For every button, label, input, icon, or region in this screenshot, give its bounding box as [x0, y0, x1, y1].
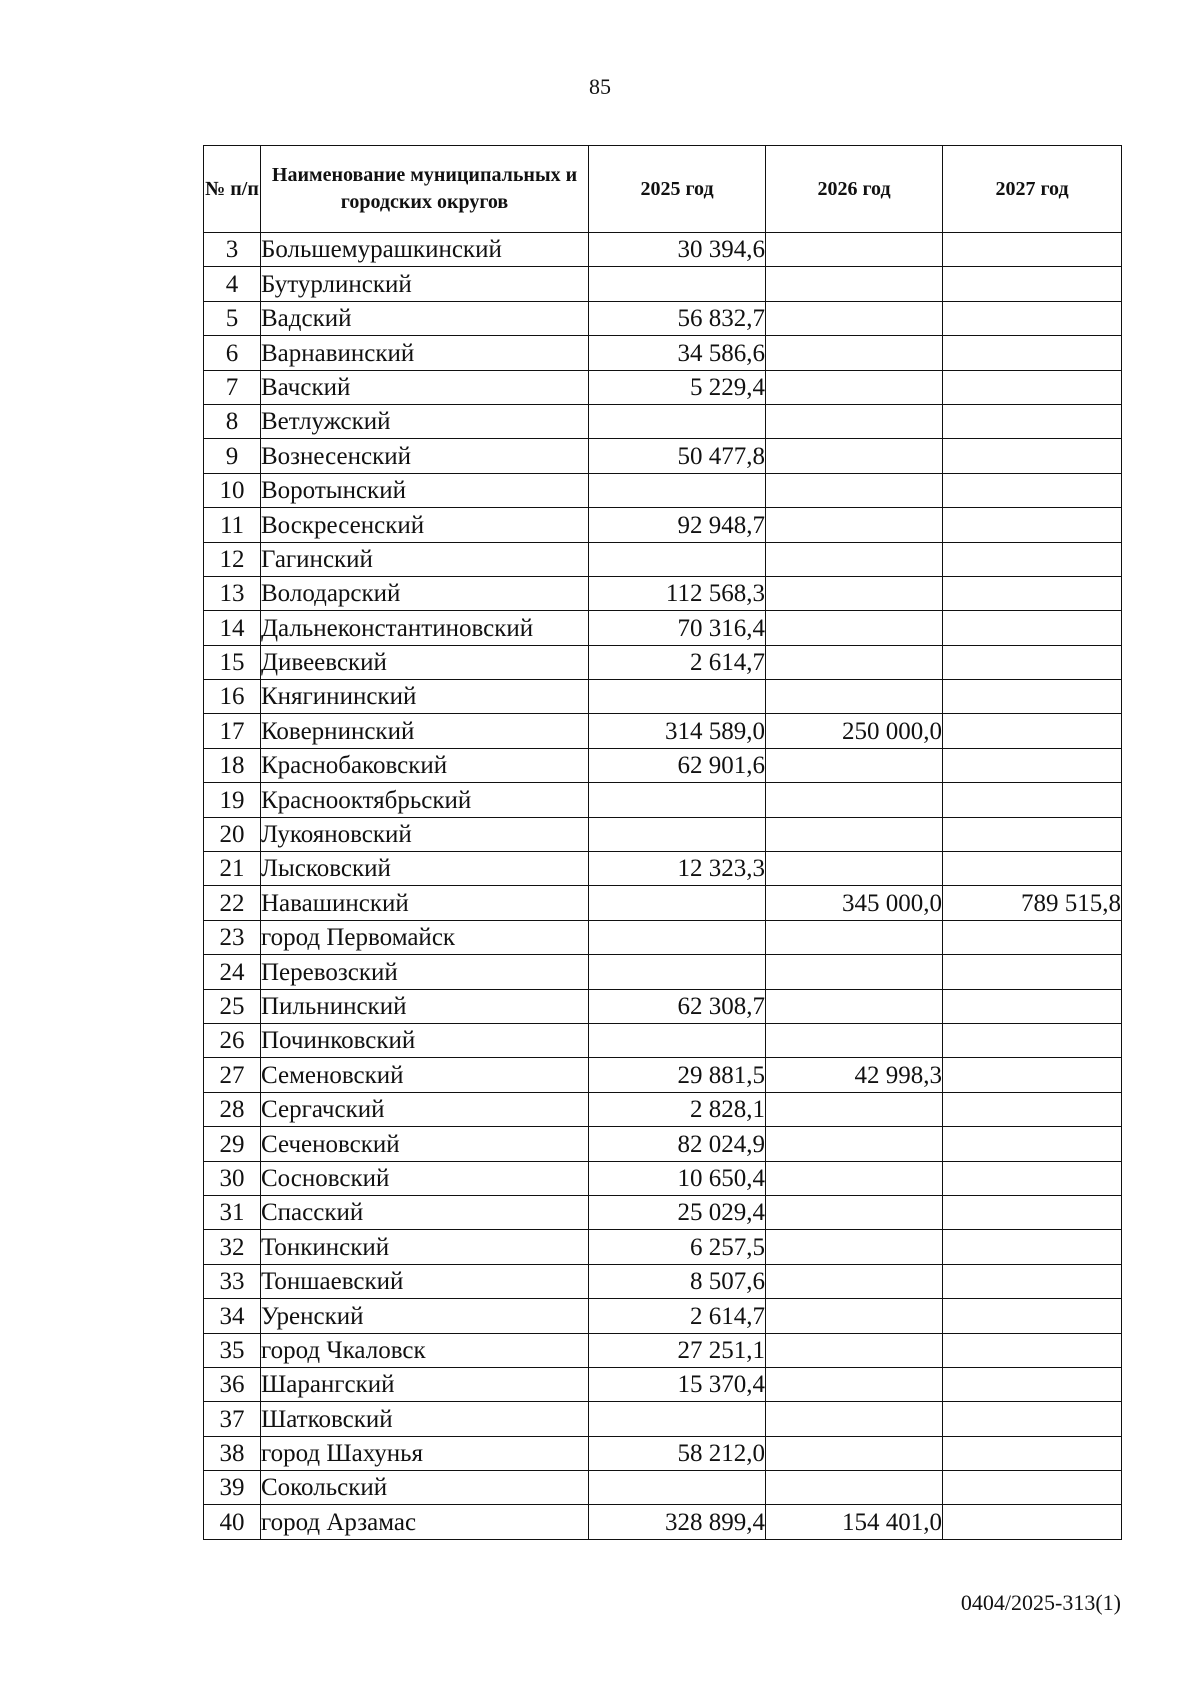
cell-2026: 42 998,3: [766, 1058, 943, 1092]
cell-name: Дальнеконстантиновский: [261, 611, 589, 645]
table-row: [204, 1092, 1122, 1126]
cell-name: Тонкинский: [261, 1230, 589, 1264]
cell-name: Починковский: [261, 1023, 589, 1057]
header-2026: 2026 год: [766, 146, 943, 233]
table-row: [204, 680, 1122, 714]
cell-2026: [766, 989, 943, 1023]
cell-2027: [943, 508, 1122, 542]
table-row: [204, 748, 1122, 782]
cell-name: Володарский: [261, 576, 589, 610]
page-number: 85: [589, 74, 611, 99]
cell-num: 26: [204, 1023, 261, 1057]
cell-2027: [943, 1195, 1122, 1229]
cell-2026: [766, 1402, 943, 1436]
table-row: [204, 1505, 1122, 1539]
header-2027: 2027 год: [943, 146, 1122, 233]
cell-2027: [943, 576, 1122, 610]
cell-2025: 29 881,5: [589, 1058, 766, 1092]
cell-name: Спасский: [261, 1195, 589, 1229]
table-row: [204, 920, 1122, 954]
cell-name: город Чкаловск: [261, 1333, 589, 1367]
cell-2025: 62 308,7: [589, 989, 766, 1023]
cell-2025: 25 029,4: [589, 1195, 766, 1229]
cell-2027: [943, 404, 1122, 438]
cell-num: 17: [204, 714, 261, 748]
cell-2025: 328 899,4: [589, 1505, 766, 1539]
cell-2025: 34 586,6: [589, 336, 766, 370]
table-row: [204, 1058, 1122, 1092]
cell-2026: [766, 1023, 943, 1057]
allocation-table: [203, 145, 1122, 1540]
table-row: [204, 473, 1122, 507]
cell-num: 16: [204, 680, 261, 714]
cell-2026: [766, 680, 943, 714]
cell-num: 20: [204, 817, 261, 851]
cell-name: Сеченовский: [261, 1127, 589, 1161]
cell-name: Сокольский: [261, 1471, 589, 1505]
cell-2026: [766, 817, 943, 851]
cell-2026: [766, 1436, 943, 1470]
table-row: [204, 1299, 1122, 1333]
cell-name: Княгининский: [261, 680, 589, 714]
cell-name: Воротынский: [261, 473, 589, 507]
cell-name: Краснооктябрьский: [261, 783, 589, 817]
cell-num: 4: [204, 267, 261, 301]
cell-2027: [943, 611, 1122, 645]
cell-2027: [943, 989, 1122, 1023]
table-row: [204, 1264, 1122, 1298]
cell-2026: [766, 473, 943, 507]
cell-2025: [589, 955, 766, 989]
cell-2025: [589, 404, 766, 438]
table-row: [204, 783, 1122, 817]
cell-2026: [766, 370, 943, 404]
cell-name: город Шахунья: [261, 1436, 589, 1470]
cell-name: Лысковский: [261, 852, 589, 886]
cell-2027: [943, 645, 1122, 679]
cell-2027: [943, 1264, 1122, 1298]
cell-name: Ветлужский: [261, 404, 589, 438]
cell-2027: [943, 1402, 1122, 1436]
cell-name: Вознесенский: [261, 439, 589, 473]
cell-name: Воскресенский: [261, 508, 589, 542]
cell-2025: 2 828,1: [589, 1092, 766, 1126]
cell-name: город Арзамас: [261, 1505, 589, 1539]
cell-2025: 314 589,0: [589, 714, 766, 748]
cell-2025: 10 650,4: [589, 1161, 766, 1195]
cell-2026: 154 401,0: [766, 1505, 943, 1539]
table-row: [204, 989, 1122, 1023]
cell-name: Краснобаковский: [261, 748, 589, 782]
cell-2025: [589, 1023, 766, 1057]
cell-num: 23: [204, 920, 261, 954]
cell-num: 28: [204, 1092, 261, 1126]
table-row: [204, 576, 1122, 610]
cell-num: 39: [204, 1471, 261, 1505]
cell-name: Бутурлинский: [261, 267, 589, 301]
cell-2027: [943, 1023, 1122, 1057]
cell-num: 35: [204, 1333, 261, 1367]
cell-2027: [943, 920, 1122, 954]
cell-num: 40: [204, 1505, 261, 1539]
cell-name: Сосновский: [261, 1161, 589, 1195]
table-row: [204, 542, 1122, 576]
cell-num: 15: [204, 645, 261, 679]
cell-2027: [943, 1127, 1122, 1161]
cell-2026: [766, 920, 943, 954]
cell-2027: [943, 233, 1122, 267]
cell-2027: [943, 267, 1122, 301]
table-row: [204, 955, 1122, 989]
cell-name: Сергачский: [261, 1092, 589, 1126]
cell-name: Лукояновский: [261, 817, 589, 851]
cell-num: 33: [204, 1264, 261, 1298]
table-row: [204, 233, 1122, 267]
cell-name: Тоншаевский: [261, 1264, 589, 1298]
cell-2026: [766, 1333, 943, 1367]
cell-num: 10: [204, 473, 261, 507]
cell-name: Семеновский: [261, 1058, 589, 1092]
cell-name: Варнавинский: [261, 336, 589, 370]
cell-num: 25: [204, 989, 261, 1023]
table-header: [204, 146, 1122, 233]
cell-2027: [943, 680, 1122, 714]
cell-2026: [766, 301, 943, 335]
cell-2027: [943, 473, 1122, 507]
cell-num: 34: [204, 1299, 261, 1333]
cell-num: 27: [204, 1058, 261, 1092]
cell-2027: [943, 783, 1122, 817]
cell-2025: [589, 542, 766, 576]
cell-num: 12: [204, 542, 261, 576]
table-row: [204, 1333, 1122, 1367]
cell-2025: 6 257,5: [589, 1230, 766, 1264]
cell-2025: 92 948,7: [589, 508, 766, 542]
cell-2025: 70 316,4: [589, 611, 766, 645]
cell-2025: [589, 267, 766, 301]
cell-2026: [766, 542, 943, 576]
cell-num: 21: [204, 852, 261, 886]
table-row: [204, 1161, 1122, 1195]
cell-2025: 2 614,7: [589, 1299, 766, 1333]
cell-num: 6: [204, 336, 261, 370]
cell-name: Гагинский: [261, 542, 589, 576]
cell-2025: 112 568,3: [589, 576, 766, 610]
cell-2027: [943, 852, 1122, 886]
cell-2025: 12 323,3: [589, 852, 766, 886]
cell-num: 38: [204, 1436, 261, 1470]
cell-name: Вачский: [261, 370, 589, 404]
cell-2025: [589, 1402, 766, 1436]
cell-num: 13: [204, 576, 261, 610]
cell-2026: [766, 336, 943, 370]
table-row: [204, 1195, 1122, 1229]
table-row: [204, 1436, 1122, 1470]
cell-2026: [766, 852, 943, 886]
cell-2026: [766, 645, 943, 679]
table-row: [204, 852, 1122, 886]
cell-2027: [943, 1436, 1122, 1470]
cell-2026: [766, 267, 943, 301]
cell-2026: [766, 1092, 943, 1126]
cell-2027: [943, 1230, 1122, 1264]
cell-2027: [943, 370, 1122, 404]
cell-2026: [766, 611, 943, 645]
cell-num: 22: [204, 886, 261, 920]
cell-num: 18: [204, 748, 261, 782]
table-row: [204, 1402, 1122, 1436]
table-row: [204, 1230, 1122, 1264]
table-row: [204, 645, 1122, 679]
cell-name: город Первомайск: [261, 920, 589, 954]
cell-num: 30: [204, 1161, 261, 1195]
cell-2026: [766, 1230, 943, 1264]
cell-2027: [943, 1333, 1122, 1367]
cell-2027: [943, 1505, 1122, 1539]
table-row: [204, 404, 1122, 438]
cell-2025: 58 212,0: [589, 1436, 766, 1470]
cell-2027: [943, 748, 1122, 782]
table-row: [204, 370, 1122, 404]
cell-name: Ковернинский: [261, 714, 589, 748]
cell-name: Навашинский: [261, 886, 589, 920]
cell-2026: 345 000,0: [766, 886, 943, 920]
cell-2025: 50 477,8: [589, 439, 766, 473]
table-row: [204, 611, 1122, 645]
cell-2026: [766, 1471, 943, 1505]
cell-name: Шарангский: [261, 1367, 589, 1401]
table-row: [204, 817, 1122, 851]
cell-num: 9: [204, 439, 261, 473]
cell-2027: [943, 1092, 1122, 1126]
cell-2026: [766, 1195, 943, 1229]
cell-2025: 5 229,4: [589, 370, 766, 404]
document-code: 0404/2025-313(1): [960, 1590, 1121, 1615]
cell-num: 5: [204, 301, 261, 335]
cell-2027: [943, 336, 1122, 370]
cell-2026: [766, 439, 943, 473]
cell-num: 3: [204, 233, 261, 267]
cell-2026: [766, 576, 943, 610]
cell-2027: 789 515,8: [943, 886, 1122, 920]
cell-2027: [943, 439, 1122, 473]
cell-2026: [766, 1264, 943, 1298]
table-row: [204, 1127, 1122, 1161]
cell-2025: [589, 680, 766, 714]
cell-num: 14: [204, 611, 261, 645]
cell-2025: 62 901,6: [589, 748, 766, 782]
cell-2025: 15 370,4: [589, 1367, 766, 1401]
cell-2025: 8 507,6: [589, 1264, 766, 1298]
cell-2025: 82 024,9: [589, 1127, 766, 1161]
cell-num: 31: [204, 1195, 261, 1229]
cell-2027: [943, 1058, 1122, 1092]
cell-name: Дивеевский: [261, 645, 589, 679]
cell-2025: [589, 783, 766, 817]
cell-2025: [589, 473, 766, 507]
cell-name: Вадский: [261, 301, 589, 335]
cell-2026: [766, 748, 943, 782]
cell-2026: [766, 1127, 943, 1161]
cell-num: 37: [204, 1402, 261, 1436]
cell-2026: [766, 1161, 943, 1195]
cell-2027: [943, 817, 1122, 851]
cell-num: 36: [204, 1367, 261, 1401]
cell-num: 11: [204, 508, 261, 542]
cell-2025: 27 251,1: [589, 1333, 766, 1367]
cell-2026: [766, 955, 943, 989]
cell-num: 24: [204, 955, 261, 989]
table-row: [204, 1471, 1122, 1505]
header-num: № п/п: [204, 146, 261, 233]
table-row: [204, 1023, 1122, 1057]
cell-name: Пильнинский: [261, 989, 589, 1023]
table-row: [204, 336, 1122, 370]
header-row: [204, 146, 1122, 233]
table-row: [204, 267, 1122, 301]
cell-2026: 250 000,0: [766, 714, 943, 748]
cell-2025: [589, 920, 766, 954]
table-row: [204, 301, 1122, 335]
cell-name: Перевозский: [261, 955, 589, 989]
cell-name: Уренский: [261, 1299, 589, 1333]
cell-name: Большемурашкинский: [261, 233, 589, 267]
table-row: [204, 886, 1122, 920]
cell-2026: [766, 508, 943, 542]
cell-2025: 30 394,6: [589, 233, 766, 267]
cell-num: 8: [204, 404, 261, 438]
cell-name: Шатковский: [261, 1402, 589, 1436]
cell-2026: [766, 233, 943, 267]
cell-2026: [766, 404, 943, 438]
cell-2026: [766, 1299, 943, 1333]
cell-num: 7: [204, 370, 261, 404]
cell-2026: [766, 783, 943, 817]
cell-2025: [589, 1471, 766, 1505]
table-row: [204, 714, 1122, 748]
cell-num: 19: [204, 783, 261, 817]
header-2025: 2025 год: [589, 146, 766, 233]
cell-2027: [943, 714, 1122, 748]
cell-2027: [943, 1299, 1122, 1333]
table-body: [204, 233, 1122, 1540]
cell-2027: [943, 301, 1122, 335]
header-name: Наименование муниципальных и городских округов: [261, 146, 589, 233]
table-row: [204, 1367, 1122, 1401]
cell-num: 29: [204, 1127, 261, 1161]
cell-2025: 2 614,7: [589, 645, 766, 679]
cell-2025: [589, 817, 766, 851]
cell-2027: [943, 955, 1122, 989]
cell-2027: [943, 1161, 1122, 1195]
cell-2025: 56 832,7: [589, 301, 766, 335]
cell-2025: [589, 886, 766, 920]
table-row: [204, 508, 1122, 542]
cell-2027: [943, 1471, 1122, 1505]
cell-2027: [943, 542, 1122, 576]
cell-2026: [766, 1367, 943, 1401]
cell-num: 32: [204, 1230, 261, 1264]
table-row: [204, 439, 1122, 473]
cell-2027: [943, 1367, 1122, 1401]
